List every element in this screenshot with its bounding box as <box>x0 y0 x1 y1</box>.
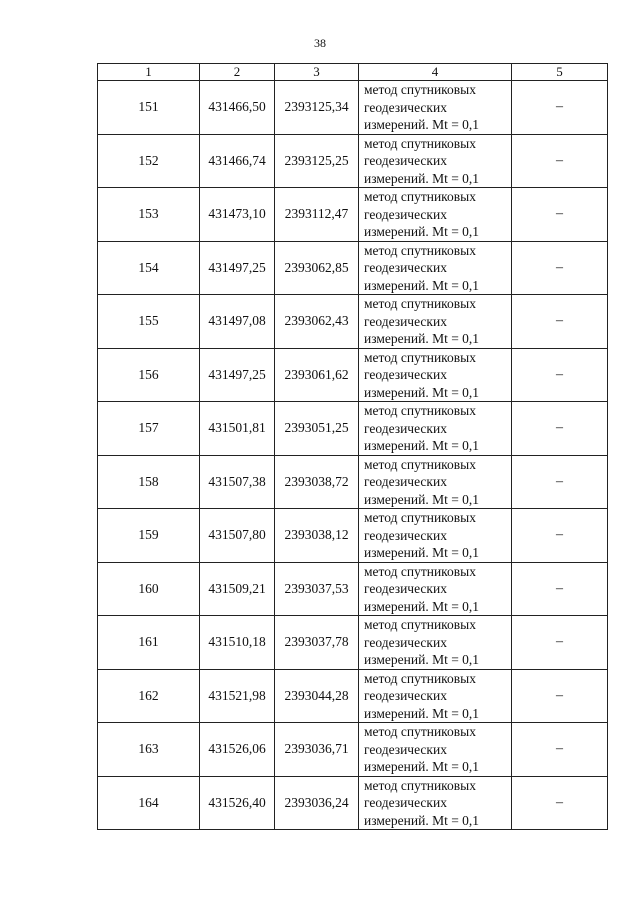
method-line-3: измерений. Mt = 0,1 <box>364 331 480 346</box>
method-cell <box>359 616 512 670</box>
x-coordinate-cell: 431507,38 <box>200 455 275 509</box>
page-number: 38 <box>314 36 326 50</box>
note-cell: – <box>512 241 608 295</box>
method-cell <box>359 188 512 242</box>
method-line-3: измерений. Mt = 0,1 <box>364 705 480 721</box>
x-coordinate-cell: 431473,10 <box>200 188 275 242</box>
point-number-cell: 157 <box>98 402 200 456</box>
note-cell: – <box>512 81 608 135</box>
table-row <box>98 348 608 402</box>
table-row <box>98 616 608 670</box>
method-line-1: метод спутниковых <box>364 135 476 151</box>
x-coordinate-cell: 431497,08 <box>200 295 275 349</box>
point-number-cell: 163 <box>98 723 200 777</box>
note-cell: – <box>512 723 608 777</box>
note-cell: – <box>512 455 608 509</box>
y-coordinate-cell: 2393051,25 <box>275 402 359 456</box>
method-line-1: метод спутниковых <box>364 242 476 258</box>
table-row <box>98 455 608 509</box>
y-coordinate-cell: 2393036,24 <box>275 776 359 830</box>
method-line-2: геодезических <box>364 795 447 810</box>
point-number-cell: 161 <box>98 616 200 670</box>
note-cell: – <box>512 402 608 456</box>
table-row <box>98 669 608 723</box>
column-header-1: 1 <box>98 64 200 81</box>
method-cell <box>359 669 512 723</box>
method-line-3: измерений. Mt = 0,1 <box>364 759 480 774</box>
method-cell <box>359 295 512 349</box>
table-header-row <box>98 64 608 81</box>
point-number-cell: 158 <box>98 455 200 509</box>
x-coordinate-cell: 431466,74 <box>200 134 275 188</box>
y-coordinate-cell: 2393037,53 <box>275 562 359 616</box>
method-line-3: измерений. Mt = 0,1 <box>364 117 480 132</box>
method-line-3: измерений. Mt = 0,1 <box>364 438 480 453</box>
y-coordinate-cell: 2393044,28 <box>275 669 359 723</box>
method-cell <box>359 455 512 509</box>
note-cell: – <box>512 616 608 670</box>
point-number-cell: 162 <box>98 669 200 723</box>
table-row <box>98 295 608 349</box>
method-line-1: метод спутниковых <box>364 777 476 793</box>
method-cell <box>359 776 512 830</box>
point-number-cell: 164 <box>98 776 200 830</box>
table-row <box>98 241 608 295</box>
table-body <box>98 81 608 830</box>
x-coordinate-cell: 431521,98 <box>200 669 275 723</box>
table-row <box>98 81 608 135</box>
method-line-1: метод спутниковых <box>364 563 476 579</box>
method-cell <box>359 562 512 616</box>
coordinates-table <box>97 63 608 830</box>
table-row <box>98 776 608 830</box>
note-cell: – <box>512 188 608 242</box>
column-header-3: 3 <box>275 64 359 81</box>
method-line-1: метод спутниковых <box>364 617 476 632</box>
x-coordinate-cell: 431507,80 <box>200 509 275 563</box>
note-cell: – <box>512 348 608 402</box>
column-header-5: 5 <box>512 64 608 81</box>
method-line-3: измерений. Mt = 0,1 <box>364 277 480 293</box>
table-row <box>98 723 608 777</box>
method-line-2: геодезических <box>364 741 447 757</box>
table-row <box>98 402 608 456</box>
method-line-2: геодезических <box>364 99 447 115</box>
note-cell: – <box>512 776 608 830</box>
method-line-1: метод спутниковых <box>364 82 476 97</box>
method-line-1: метод спутниковых <box>364 510 476 525</box>
method-line-2: геодезических <box>364 260 447 275</box>
method-line-3: измерений. Mt = 0,1 <box>364 170 480 186</box>
method-line-2: геодезических <box>364 581 447 596</box>
note-cell: – <box>512 669 608 723</box>
method-line-2: геодезических <box>364 367 447 382</box>
x-coordinate-cell: 431497,25 <box>200 348 275 402</box>
method-line-3: измерений. Mt = 0,1 <box>364 812 480 828</box>
x-coordinate-cell: 431509,21 <box>200 562 275 616</box>
method-cell <box>359 134 512 188</box>
method-line-2: геодезических <box>364 688 447 703</box>
y-coordinate-cell: 2393038,72 <box>275 455 359 509</box>
point-number-cell: 156 <box>98 348 200 402</box>
column-header-2: 2 <box>200 64 275 81</box>
method-line-2: геодезических <box>364 420 447 436</box>
x-coordinate-cell: 431526,06 <box>200 723 275 777</box>
method-line-1: метод спутниковых <box>364 296 476 311</box>
point-number-cell: 155 <box>98 295 200 349</box>
method-line-2: геодезических <box>364 634 447 650</box>
method-line-3: измерений. Mt = 0,1 <box>364 491 480 507</box>
method-line-1: метод спутниковых <box>364 189 476 204</box>
table-row <box>98 562 608 616</box>
y-coordinate-cell: 2393112,47 <box>275 188 359 242</box>
y-coordinate-cell: 2393061,62 <box>275 348 359 402</box>
method-line-1: метод спутниковых <box>364 403 476 418</box>
y-coordinate-cell: 2393125,34 <box>275 81 359 135</box>
point-number-cell: 153 <box>98 188 200 242</box>
method-cell <box>359 81 512 135</box>
x-coordinate-cell: 431526,40 <box>200 776 275 830</box>
x-coordinate-cell: 431510,18 <box>200 616 275 670</box>
point-number-cell: 154 <box>98 241 200 295</box>
method-line-3: измерений. Mt = 0,1 <box>364 598 480 614</box>
method-line-3: измерений. Mt = 0,1 <box>364 384 480 400</box>
method-line-2: геодезических <box>364 206 447 222</box>
x-coordinate-cell: 431497,25 <box>200 241 275 295</box>
table-row <box>98 509 608 563</box>
column-header-4: 4 <box>359 64 512 81</box>
method-cell <box>359 723 512 777</box>
method-line-2: геодезических <box>364 527 447 543</box>
method-line-1: метод спутниковых <box>364 724 476 739</box>
x-coordinate-cell: 431466,50 <box>200 81 275 135</box>
point-number-cell: 160 <box>98 562 200 616</box>
method-line-1: метод спутниковых <box>364 349 476 365</box>
method-cell <box>359 509 512 563</box>
method-line-1: метод спутниковых <box>364 670 476 686</box>
point-number-cell: 159 <box>98 509 200 563</box>
table-row <box>98 188 608 242</box>
table-row <box>98 134 608 188</box>
method-line-1: метод спутниковых <box>364 456 476 472</box>
method-line-2: геодезических <box>364 153 447 168</box>
y-coordinate-cell: 2393038,12 <box>275 509 359 563</box>
method-cell <box>359 348 512 402</box>
note-cell: – <box>512 295 608 349</box>
note-cell: – <box>512 134 608 188</box>
method-line-3: измерений. Mt = 0,1 <box>364 545 480 560</box>
method-line-3: измерений. Mt = 0,1 <box>364 224 480 239</box>
y-coordinate-cell: 2393062,85 <box>275 241 359 295</box>
method-cell <box>359 241 512 295</box>
point-number-cell: 151 <box>98 81 200 135</box>
y-coordinate-cell: 2393037,78 <box>275 616 359 670</box>
y-coordinate-cell: 2393062,43 <box>275 295 359 349</box>
y-coordinate-cell: 2393036,71 <box>275 723 359 777</box>
note-cell: – <box>512 509 608 563</box>
method-line-2: геодезических <box>364 313 447 329</box>
method-cell <box>359 402 512 456</box>
method-line-2: геодезических <box>364 474 447 489</box>
note-cell: – <box>512 562 608 616</box>
point-number-cell: 152 <box>98 134 200 188</box>
x-coordinate-cell: 431501,81 <box>200 402 275 456</box>
method-line-3: измерений. Mt = 0,1 <box>364 652 480 667</box>
y-coordinate-cell: 2393125,25 <box>275 134 359 188</box>
